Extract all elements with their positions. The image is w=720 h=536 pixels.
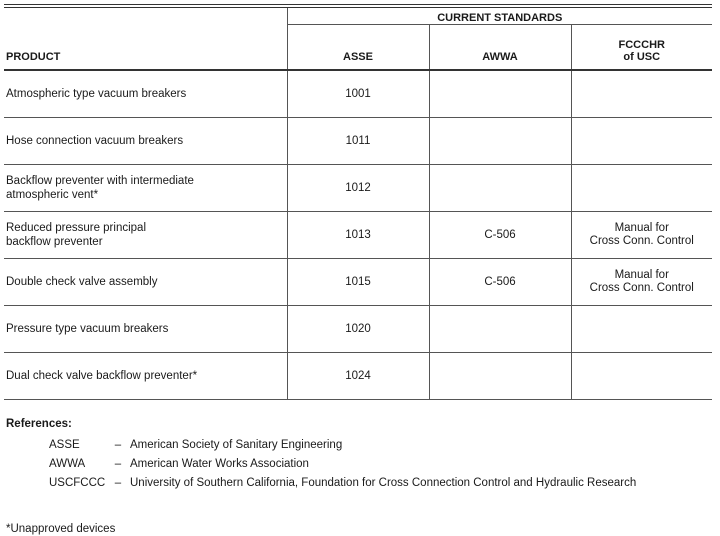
top-rule <box>4 4 712 5</box>
reference-text: University of Southern California, Foundation for Cross Connection Control and Hydraulic Research <box>130 476 637 489</box>
product-cell <box>4 165 287 212</box>
reference-item <box>6 473 636 492</box>
reference-dash: – <box>114 438 122 451</box>
fccchr-cell <box>571 212 712 259</box>
current-standards-header: CURRENT STANDARDS <box>287 8 712 25</box>
awwa-cell: C-506 <box>429 212 571 259</box>
asse-cell: 1015 <box>287 259 429 306</box>
reference-abbr: USCFCCC <box>49 476 106 489</box>
asse-cell: 1024 <box>287 353 429 400</box>
awwa-cell <box>429 306 571 353</box>
asse-column-header: ASSE <box>287 25 429 71</box>
product-line1: Double check valve assembly <box>6 276 158 288</box>
fccchr-header-line1: FCCCHR <box>618 39 665 51</box>
product-cell <box>4 70 287 118</box>
product-line1: Hose connection vacuum breakers <box>6 135 184 147</box>
awwa-cell <box>429 353 571 400</box>
asse-cell: 1011 <box>287 118 429 165</box>
asse-cell: 1012 <box>287 165 429 212</box>
asse-cell: 1020 <box>287 306 429 353</box>
footnote: *Unapproved devices <box>6 523 116 535</box>
reference-item <box>6 435 636 454</box>
product-line1: Atmospheric type vacuum breakers <box>6 88 187 100</box>
references-title: References: <box>6 418 72 430</box>
fccchr-cell <box>571 306 712 353</box>
product-line2: atmospheric vent* <box>6 189 99 201</box>
product-line1: Dual check valve backflow preventer* <box>6 370 198 382</box>
fccchr-header-line2: of USC <box>623 51 661 63</box>
table-row <box>4 353 712 400</box>
product-line2: backflow preventer <box>6 236 103 248</box>
table-row <box>4 118 712 165</box>
asse-cell: 1013 <box>287 212 429 259</box>
reference-dash: – <box>114 476 122 489</box>
fccchr-cell <box>571 118 712 165</box>
reference-text: American Society of Sanitary Engineering <box>130 438 343 451</box>
product-line1: Backflow preventer with intermediate <box>6 175 194 187</box>
product-cell <box>4 212 287 259</box>
table-row <box>4 212 712 259</box>
product-cell <box>4 353 287 400</box>
product-line1: Pressure type vacuum breakers <box>6 323 169 335</box>
reference-abbr: AWWA <box>49 457 86 470</box>
table-row <box>4 165 712 212</box>
fccchr-cell <box>571 165 712 212</box>
fccchr-column-header <box>571 25 712 71</box>
reference-dash: – <box>114 457 122 470</box>
fccchr-line1: Manual for <box>614 222 669 234</box>
table-row <box>4 259 712 306</box>
asse-cell: 1001 <box>287 70 429 118</box>
product-cell <box>4 259 287 306</box>
references-section <box>6 418 636 492</box>
reference-abbr: ASSE <box>49 438 80 451</box>
fccchr-cell <box>571 70 712 118</box>
table-row <box>4 306 712 353</box>
product-line1: Reduced pressure principal <box>6 222 146 234</box>
awwa-column-header: AWWA <box>429 25 571 71</box>
product-cell <box>4 118 287 165</box>
awwa-cell: C-506 <box>429 259 571 306</box>
standards-table <box>4 8 712 400</box>
fccchr-line2: Cross Conn. Control <box>589 282 694 294</box>
reference-text: American Water Works Association <box>130 457 309 470</box>
fccchr-line2: Cross Conn. Control <box>589 235 694 247</box>
fccchr-cell <box>571 353 712 400</box>
product-cell <box>4 306 287 353</box>
header-spacer <box>4 8 287 25</box>
table-row <box>4 70 712 118</box>
fccchr-line1: Manual for <box>614 269 669 281</box>
awwa-cell <box>429 118 571 165</box>
awwa-cell <box>429 70 571 118</box>
product-column-header: PRODUCT <box>4 25 287 71</box>
fccchr-cell <box>571 259 712 306</box>
awwa-cell <box>429 165 571 212</box>
reference-item <box>6 454 636 473</box>
